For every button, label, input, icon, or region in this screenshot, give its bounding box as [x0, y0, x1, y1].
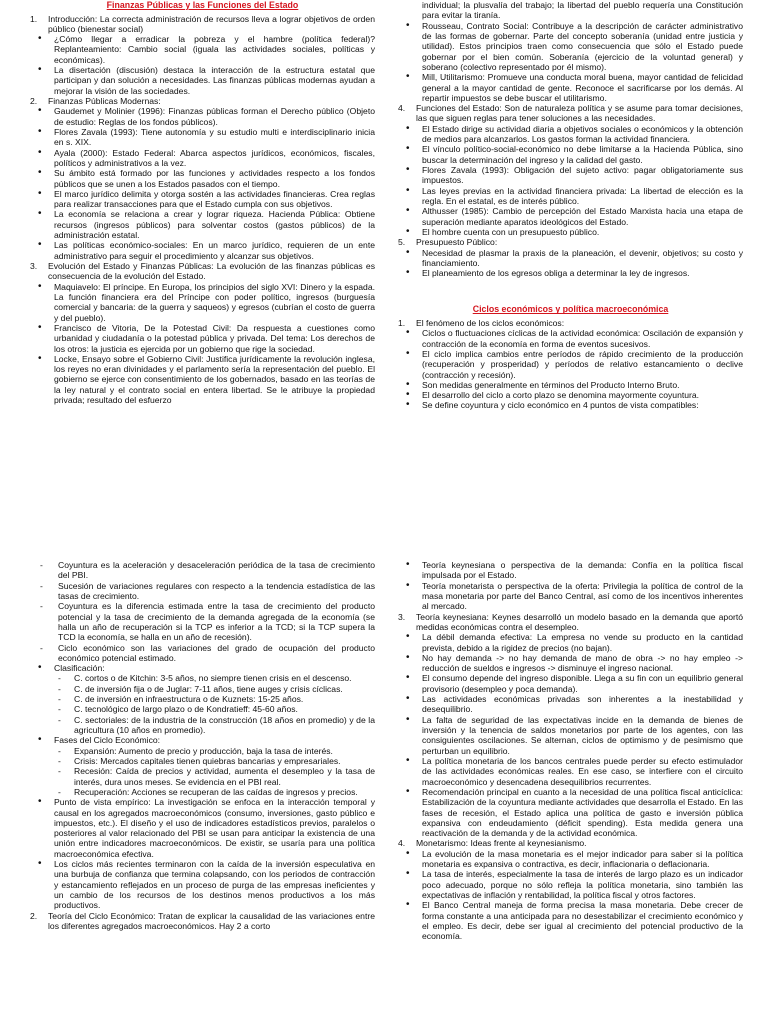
bullet-item: • Su ámbito está formado por las funciones y actividades respecto a los fondos públicos que se unen a los Estados pasados con el tiempo. [30, 168, 375, 189]
numbered-item [398, 103, 743, 124]
bullet-item: • La política monetaria de los bancos centrales puede perder su efecto estimulador de las actividades económicas reales. En ese caso, se interfiere con el circuito macroeconómico y desencadena desequilibrios recurrentes. [398, 756, 743, 787]
bullet-item: • Gaudemet y Molinier (1996): Finanzas públicas forman el Derecho público (Objeto de estudio: Reglas de los fondos públicos). [30, 106, 375, 127]
numbered-item [30, 911, 375, 932]
dash-item: - Sucesión de variaciones regulares con respecto a la tendencia estadística de las tasas de crecimiento. [30, 581, 375, 602]
numbered-item [398, 612, 743, 633]
item-number: 1. [398, 317, 406, 328]
bullet-item: • La falta de seguridad de las expectativas incide en la demanda de bienes de inversión y la tenencia de saldos monetarios por parte de los agentes, con las consiguientes oscilaciones. Se alternan, ciclos de optimismo y de pesimismo que perturban un equilibrio. [398, 715, 743, 756]
bullet-item: • El marco jurídico delimita y otorga sostén a las actividades financieras. Crea reglas para realizar transacciones para que el Estado cumpla con sus objetivos. [30, 189, 375, 210]
bullet-item: • El vínculo político-social-económico no debe limitarse a la Hacienda Pública, sino buscar la determinación del ingreso y la calidad del gasto. [398, 144, 743, 165]
bullet-item: • El ciclo implica cambios entre períodos de rápido crecimiento de la producción (recuperación y prosperidad) y períodos de relativo estancamiento o declive (contracción y recesión). [398, 349, 743, 380]
dash-item: - Coyuntura es la diferencia estimada entre la tasa de crecimiento del producto potencial y la tasa de crecimiento de la demanda agregada de la economía (se halla un año de recuperación si la TCP es inferior a la TCD; si la TCP supera la TCD la economía, se halla en un año de recesión). [30, 601, 375, 642]
item-number: 3. [30, 261, 38, 272]
bullet-item: • La tasa de interés, especialmente la tasa de interés de largo plazo es un indicador poco adecuado, porque no sólo refleja la política monetaria, sino también las expectativas de inflación y rentabilidad, la política fiscal y otros factores. [398, 869, 743, 900]
spacer [398, 278, 743, 304]
bullet-item: • El Estado dirige su actividad diaria a objetivos sociales o económicos y la obtención de medios para alcanzarlos. Los gastos forman la actividad financiera. [398, 124, 743, 145]
item-text: Evolución del Estado y Finanzas Públicas: La evolución de las finanzas públicas es consecuencia de la evolución del Estado. [48, 261, 375, 282]
bullet-item: • El hombre cuenta con un presupuesto público. [398, 227, 743, 237]
document-title: Finanzas Públicas y las Funciones del Estado [106, 0, 299, 10]
numbered-item [398, 318, 743, 328]
item-number: 5. [398, 237, 406, 248]
bullet-item: • Ciclos o fluctuaciones cíclicas de la actividad económica: Oscilación de expansión y contracción de la economía en forma de eventos sucesivos. [398, 328, 743, 349]
bullet-item: • ¿Cómo llegar a erradicar la pobreza y el hambre (política federal)? Replanteamiento: Cambio social (iguala las actividades sociales, políticas y económicas). [30, 34, 375, 65]
bullet-item: • No hay demanda -> no hay demanda de mano de obra -> no hay empleo -> reducción de sueldos e ingresos -> disminuye el ingreso nacional. [398, 653, 743, 674]
bullet-item: • Fases del Ciclo Económico: [30, 735, 375, 745]
bullet-item: • Clasificación: [30, 663, 375, 673]
sub-dash-item: - Recesión: Caída de precios y actividad, aumenta el desempleo y la tasa de interés, dura unos meses. Se evidencia en el PBI real. [30, 766, 375, 787]
section-title: Ciclos económicos y política macroeconómica [472, 304, 669, 315]
bullet-item: • Flores Zavala (1993): Tiene autonomía y su estudio multi e interdisciplinario inicia en s. XIX. [30, 127, 375, 148]
bullet-item: • Punto de vista empírico: La investigación se enfoca en la interacción temporal y causal en los agregados macroeconómicos (consumo, inversiones, gasto público e impuestos, etc.). El diseño y el uso de indicadores estadísticos previos, paralelos o posteriores al valor relacionado del PBI se usan para anticipar la existencia de una unión entre indicadores macroeconómicos. De existir, se usaría para una política macroeconómica efectiva. [30, 797, 375, 859]
item-number: 1. [30, 13, 38, 24]
item-text: Teoría del Ciclo Económico: Tratan de explicar la causalidad de las variaciones entre los diferentes agregados macroeconómicos. Hay 2 a corto [48, 910, 375, 931]
bullet-item: • El desarrollo del ciclo a corto plazo se denomina mayormente coyuntura. [398, 390, 743, 400]
item-text: Teoría keynesiana: Keynes desarrolló un modelo basado en la demanda que aportó medidas económicas contra el desempleo. [416, 611, 743, 632]
bullet-item: • Maquiavelo: El príncipe. En Europa, los principios del siglo XVI: Dinero y la espada. La función financiera era del Príncipe con poder político, ingresos (burguesía comercial y bancaria: de la guerra y saqueos) y egresos (cubrían el costo de guerra y del pueblo). [30, 282, 375, 323]
top-right-column [398, 0, 743, 411]
sub-dash-item: - C. de inversión fija o de Juglar: 7-11 años, tiene auges y crisis cíclicas. [30, 684, 375, 694]
item-text: Monetarismo: Ideas frente al keynesianismo. [416, 838, 587, 849]
bottom-page [0, 560, 768, 1024]
bullet-item: • Se define coyuntura y ciclo económico en 4 puntos de vista compatibles: [398, 400, 743, 410]
bullet-item: • Necesidad de plasmar la praxis de la planeación, el devenir, objetivos; su costo y financiamiento. [398, 248, 743, 269]
sub-dash-item: - Recuperación: Acciones se recuperan de las caídas de ingresos y precios. [30, 787, 375, 797]
bullet-item: • Rousseau, Contrato Social: Contribuye a la descripción de carácter administrativo de las formas de gobernar. Parte del concepto soberanía (unidad entre justicia y utilidad). Estos principios traen como consecuencia que sólo el Estado puede gobernar por el bien común. Soberanía (ejercicio de la voluntad general) y soberano (colectivo representado por él mismo). [398, 21, 743, 73]
bullet-item: • Los ciclos más recientes terminaron con la caída de la inversión especulativa en una burbuja de confianza que termina colapsando, con los periodos de contracción y estancamiento reflejados en un proceso de purga de las empresas ineficientes y un cambio de los recursos de los destinos menos productivos a los más productivos. [30, 859, 375, 911]
item-text: Introducción: La correcta administración de recursos lleva a lograr objetivos de orden público (bienestar social) [48, 13, 375, 34]
bullet-item: • Francisco de Vitoria, De la Potestad Civil: Da respuesta a cuestiones como urbanidad y ciudadanía o la potestad pública y privada. Del tema: Los derechos de los otros: la justicia es ejercida por un gobierno que rige la sociedad. [30, 323, 375, 354]
numbered-item [30, 261, 375, 282]
item-text: Presupuesto Público: [416, 237, 498, 248]
bullet-item: • Althusser (1985): Cambio de percepción del Estado Marxista hacia una etapa de superación mediante aparatos ideológicos del Estado. [398, 206, 743, 227]
item-text: Funciones del Estado: Son de naturaleza política y se asume para tomar decisiones, las que siguen reglas para tener soluciones a las necesidades. [416, 103, 743, 124]
sub-dash-item: - C. cortos o de Kitchin: 3-5 años, no siempre tienen crisis en el descenso. [30, 673, 375, 683]
bottom-right-column [398, 560, 743, 942]
bullet-item: • La economía se relaciona a crear y lograr riqueza. Hacienda Pública: Obtiene recursos (ingresos públicos) para solventar costos (gastos públicos) de la administración estatal. [30, 209, 375, 240]
sub-dash-item: - Expansión: Aumento de precio y producción, baja la tasa de interés. [30, 746, 375, 756]
item-number: 3. [398, 611, 406, 622]
top-left-column [30, 0, 375, 405]
bullet-item: • Mill, Utilitarismo: Promueve una conducta moral buena, mayor cantidad de felicidad general a la mayor cantidad de gente. Reconoce el sacrificarse por los demás. Al repartir impuestos se debe buscar el utilitarismo. [398, 72, 743, 103]
bullet-item: • Teoría monetarista o perspectiva de la oferta: Privilegia la política de control de la masa monetaria por parte del Banco Central, así como de los incentivos inherentes al mercado. [398, 581, 743, 612]
bullet-item: • Ayala (2000): Estado Federal: Abarca aspectos jurídicos, económicos, fiscales, políticos y administrativos a la vez. [30, 148, 375, 169]
numbered-item [398, 237, 743, 247]
numbered-item [398, 838, 743, 848]
bullet-item: • Las actividades económicas privadas son inherentes a la inestabilidad y desequilibrio. [398, 694, 743, 715]
item-text: Finanzas Públicas Modernas: [48, 96, 161, 107]
item-number: 2. [30, 910, 38, 921]
bullet-item: • Recomendación principal en cuanto a la necesidad de una política fiscal anticíclica: Estabilización de la coyuntura mediante actividades que desarrolla el Estado. En las fases de recesión, el Estado aplica una política de gasto e inversión pública expansiva con endeudamiento (déficit spending). Esta medida genera una reactivación de la demanda y de la actividad económica. [398, 787, 743, 839]
bullet-item: • Locke, Ensayo sobre el Gobierno Civil: Justifica jurídicamente la revolución inglesa, los reyes no eran divinidades y el parlamento sería la representación del pueblo. El gobierno se ejerce con consentimiento de los gobernados, basado en las teorías de la ley natural y el contrato social en entera libertad. Se le atribuye la propiedad privada; resultado del esfuerzo [30, 354, 375, 406]
bottom-left-column [30, 560, 375, 931]
sub-dash-item: - Crisis: Mercados capitales tienen quiebras bancarias y empresariales. [30, 756, 375, 766]
dash-item: - Ciclo económico son las variaciones del grado de ocupación del producto económico potencial estimado. [30, 643, 375, 664]
sub-dash-item: - C. tecnológico de largo plazo o de Kondratieff: 45-60 años. [30, 704, 375, 714]
bullet-item: • El consumo depende del ingreso disponible. Llega a su fin con un equilibrio general provisorio (desempleo y poca demanda). [398, 673, 743, 694]
item-number: 4. [398, 103, 406, 114]
bullet-item: • El Banco Central maneja de forma precisa la masa monetaria. Debe crecer de forma constante a una anticipada para no desestabilizar el crecimiento económico y el empleo. Es decir, debe ser igual al crecimiento del potencial productivo de la economía. [398, 900, 743, 941]
bullet-item: • El planeamiento de los egresos obliga a determinar la ley de ingresos. [398, 268, 743, 278]
bullet-item: • La débil demanda efectiva: La empresa no vende su producto en la cantidad prevista, debido a la rigidez de precios (no bajan). [398, 632, 743, 653]
numbered-item [30, 96, 375, 106]
sub-dash-item: - C. sectoriales: de la industria de la construcción (18 años en promedio) y de la agricultura (10 años en promedio). [30, 715, 375, 736]
paragraph: individual; la plusvalía del trabajo; la libertad del pueblo requería una Constitución para evitar la tiranía. [422, 0, 743, 21]
numbered-item [30, 14, 375, 35]
bullet-item: • La disertación (discusión) destaca la interacción de la estructura estatal que participan y dan solución a necesidades. Las finanzas públicas modernas ayudan a mejorar la visión de las sociedades. [30, 65, 375, 96]
bullet-item: • Teoría keynesiana o perspectiva de la demanda: Confía en la política fiscal impulsada por el Estado. [398, 560, 743, 581]
bullet-item: • Las leyes previas en la actividad financiera privada: La libertad de elección es la regla. En el estatal, es de interés público. [398, 186, 743, 207]
bullet-item: • Son medidas generalmente en términos del Producto Interno Bruto. [398, 380, 743, 390]
item-text: El fenómeno de los ciclos económicos: [416, 317, 565, 328]
bullet-item: • Flores Zavala (1993): Obligación del sujeto activo: pagar obligatoriamente sus impuestos. [398, 165, 743, 186]
sub-dash-item: - C. de inversión en infraestructura o de Kuznets: 15-25 años. [30, 694, 375, 704]
item-number: 2. [30, 96, 38, 107]
bullet-item: • Las políticas económico-sociales: En un marco jurídico, requieren de un ente administrativo para seguir el procedimiento y alcanzar sus objetivos. [30, 240, 375, 261]
dash-item: - Coyuntura es la aceleración y desaceleración periódica de la tasa de crecimiento del PBI. [30, 560, 375, 581]
item-number: 4. [398, 838, 406, 849]
bullet-item: • La evolución de la masa monetaria es el mejor indicador para saber si la política monetaria es expansiva o contractiva, es decir, inflacionaria o deflacionaria. [398, 849, 743, 870]
